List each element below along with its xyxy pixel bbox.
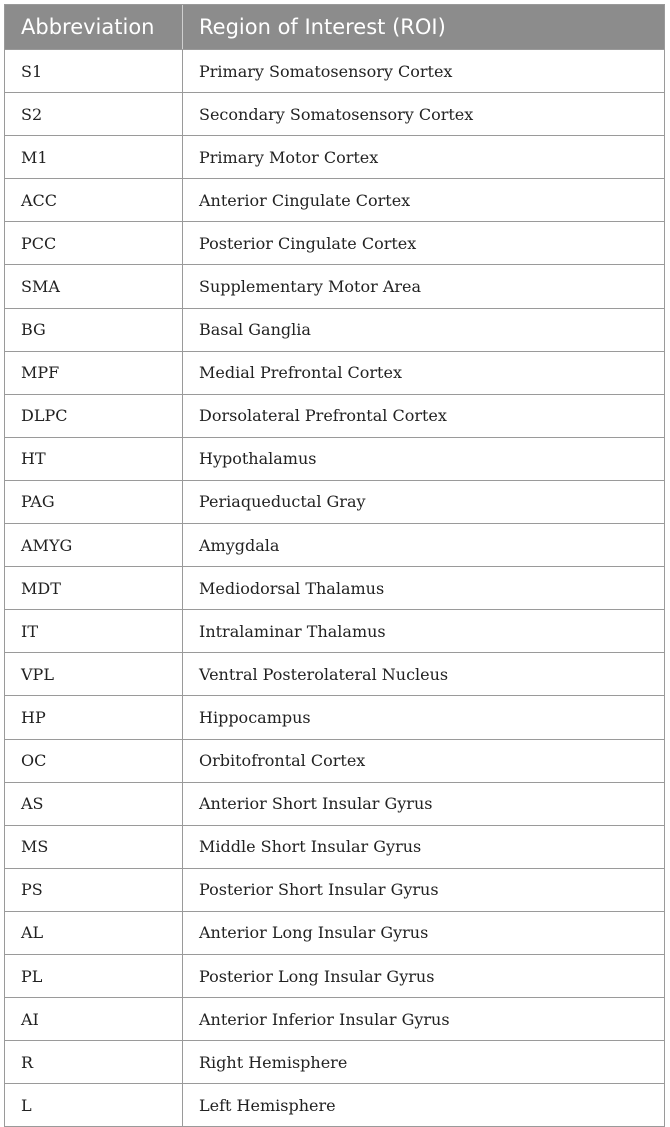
cell-region: Middle Short Insular Gyrus (199, 837, 422, 857)
table-row (5, 221, 664, 264)
table-row (5, 782, 664, 825)
table-row (5, 264, 664, 307)
cell-abbreviation: AI (5, 998, 183, 1040)
cell-abbreviation: PL (5, 955, 183, 997)
cell-abbreviation: HP (5, 696, 183, 738)
abbreviation-table (4, 4, 665, 1127)
cell-region: Anterior Short Insular Gyrus (199, 794, 433, 814)
cell-region: Anterior Long Insular Gyrus (199, 923, 429, 943)
cell-abbreviation: MPF (5, 352, 183, 394)
table-row (5, 437, 664, 480)
table-row (5, 739, 664, 782)
cell-abbreviation: L (5, 1084, 183, 1126)
cell-abbreviation: M1 (5, 136, 183, 178)
table-row (5, 394, 664, 437)
cell-abbreviation: PAG (5, 481, 183, 523)
cell-region: Supplementary Motor Area (199, 277, 422, 297)
cell-region: Amygdala (199, 535, 280, 555)
table-row (5, 911, 664, 954)
table-body (5, 49, 664, 1126)
cell-region: Left Hemisphere (199, 1095, 336, 1115)
cell-abbreviation: R (5, 1041, 183, 1083)
cell-region: Secondary Somatosensory Cortex (199, 104, 474, 124)
cell-region: Hypothalamus (199, 449, 317, 469)
table-header-row (5, 5, 664, 49)
cell-region: Intralaminar Thalamus (199, 621, 386, 641)
cell-abbreviation: IT (5, 610, 183, 652)
table-row (5, 1083, 664, 1126)
header-abbreviation: Abbreviation (5, 5, 183, 49)
cell-region: Anterior Inferior Insular Gyrus (199, 1009, 450, 1029)
cell-region: Primary Motor Cortex (199, 147, 379, 167)
cell-region: Posterior Cingulate Cortex (199, 233, 417, 253)
table-row (5, 652, 664, 695)
table-row (5, 868, 664, 911)
cell-abbreviation: S1 (5, 50, 183, 92)
table-row (5, 1040, 664, 1083)
cell-abbreviation: BG (5, 309, 183, 351)
table-row (5, 954, 664, 997)
table-row (5, 997, 664, 1040)
table-row (5, 135, 664, 178)
table-row (5, 695, 664, 738)
cell-abbreviation: ACC (5, 179, 183, 221)
cell-region: Ventral Posterolateral Nucleus (199, 664, 449, 684)
cell-region: Basal Ganglia (199, 320, 311, 340)
cell-abbreviation: MDT (5, 567, 183, 609)
table-row (5, 92, 664, 135)
cell-region: Orbitofrontal Cortex (199, 751, 366, 771)
table-row (5, 480, 664, 523)
cell-abbreviation: PS (5, 869, 183, 911)
cell-abbreviation: OC (5, 740, 183, 782)
table-row (5, 308, 664, 351)
cell-abbreviation: DLPC (5, 395, 183, 437)
header-region: Region of Interest (ROI) (199, 15, 446, 39)
table-row (5, 523, 664, 566)
cell-region: Periaqueductal Gray (199, 492, 366, 512)
table-row (5, 49, 664, 92)
cell-region: Primary Somatosensory Cortex (199, 61, 453, 81)
cell-abbreviation: AS (5, 783, 183, 825)
cell-abbreviation: PCC (5, 222, 183, 264)
cell-abbreviation: AMYG (5, 524, 183, 566)
cell-region: Hippocampus (199, 707, 311, 727)
cell-abbreviation: S2 (5, 93, 183, 135)
cell-region: Posterior Short Insular Gyrus (199, 880, 439, 900)
cell-abbreviation: SMA (5, 265, 183, 307)
cell-region: Medial Prefrontal Cortex (199, 363, 402, 383)
cell-region: Dorsolateral Prefrontal Cortex (199, 406, 447, 426)
table-row (5, 178, 664, 221)
cell-abbreviation: AL (5, 912, 183, 954)
cell-abbreviation: MS (5, 826, 183, 868)
table-row (5, 825, 664, 868)
cell-region: Mediodorsal Thalamus (199, 578, 385, 598)
cell-abbreviation: HT (5, 438, 183, 480)
cell-region: Right Hemisphere (199, 1052, 348, 1072)
cell-abbreviation: VPL (5, 653, 183, 695)
table-row (5, 566, 664, 609)
cell-region: Posterior Long Insular Gyrus (199, 966, 435, 986)
table-row (5, 609, 664, 652)
cell-region: Anterior Cingulate Cortex (199, 190, 411, 210)
table-row (5, 351, 664, 394)
